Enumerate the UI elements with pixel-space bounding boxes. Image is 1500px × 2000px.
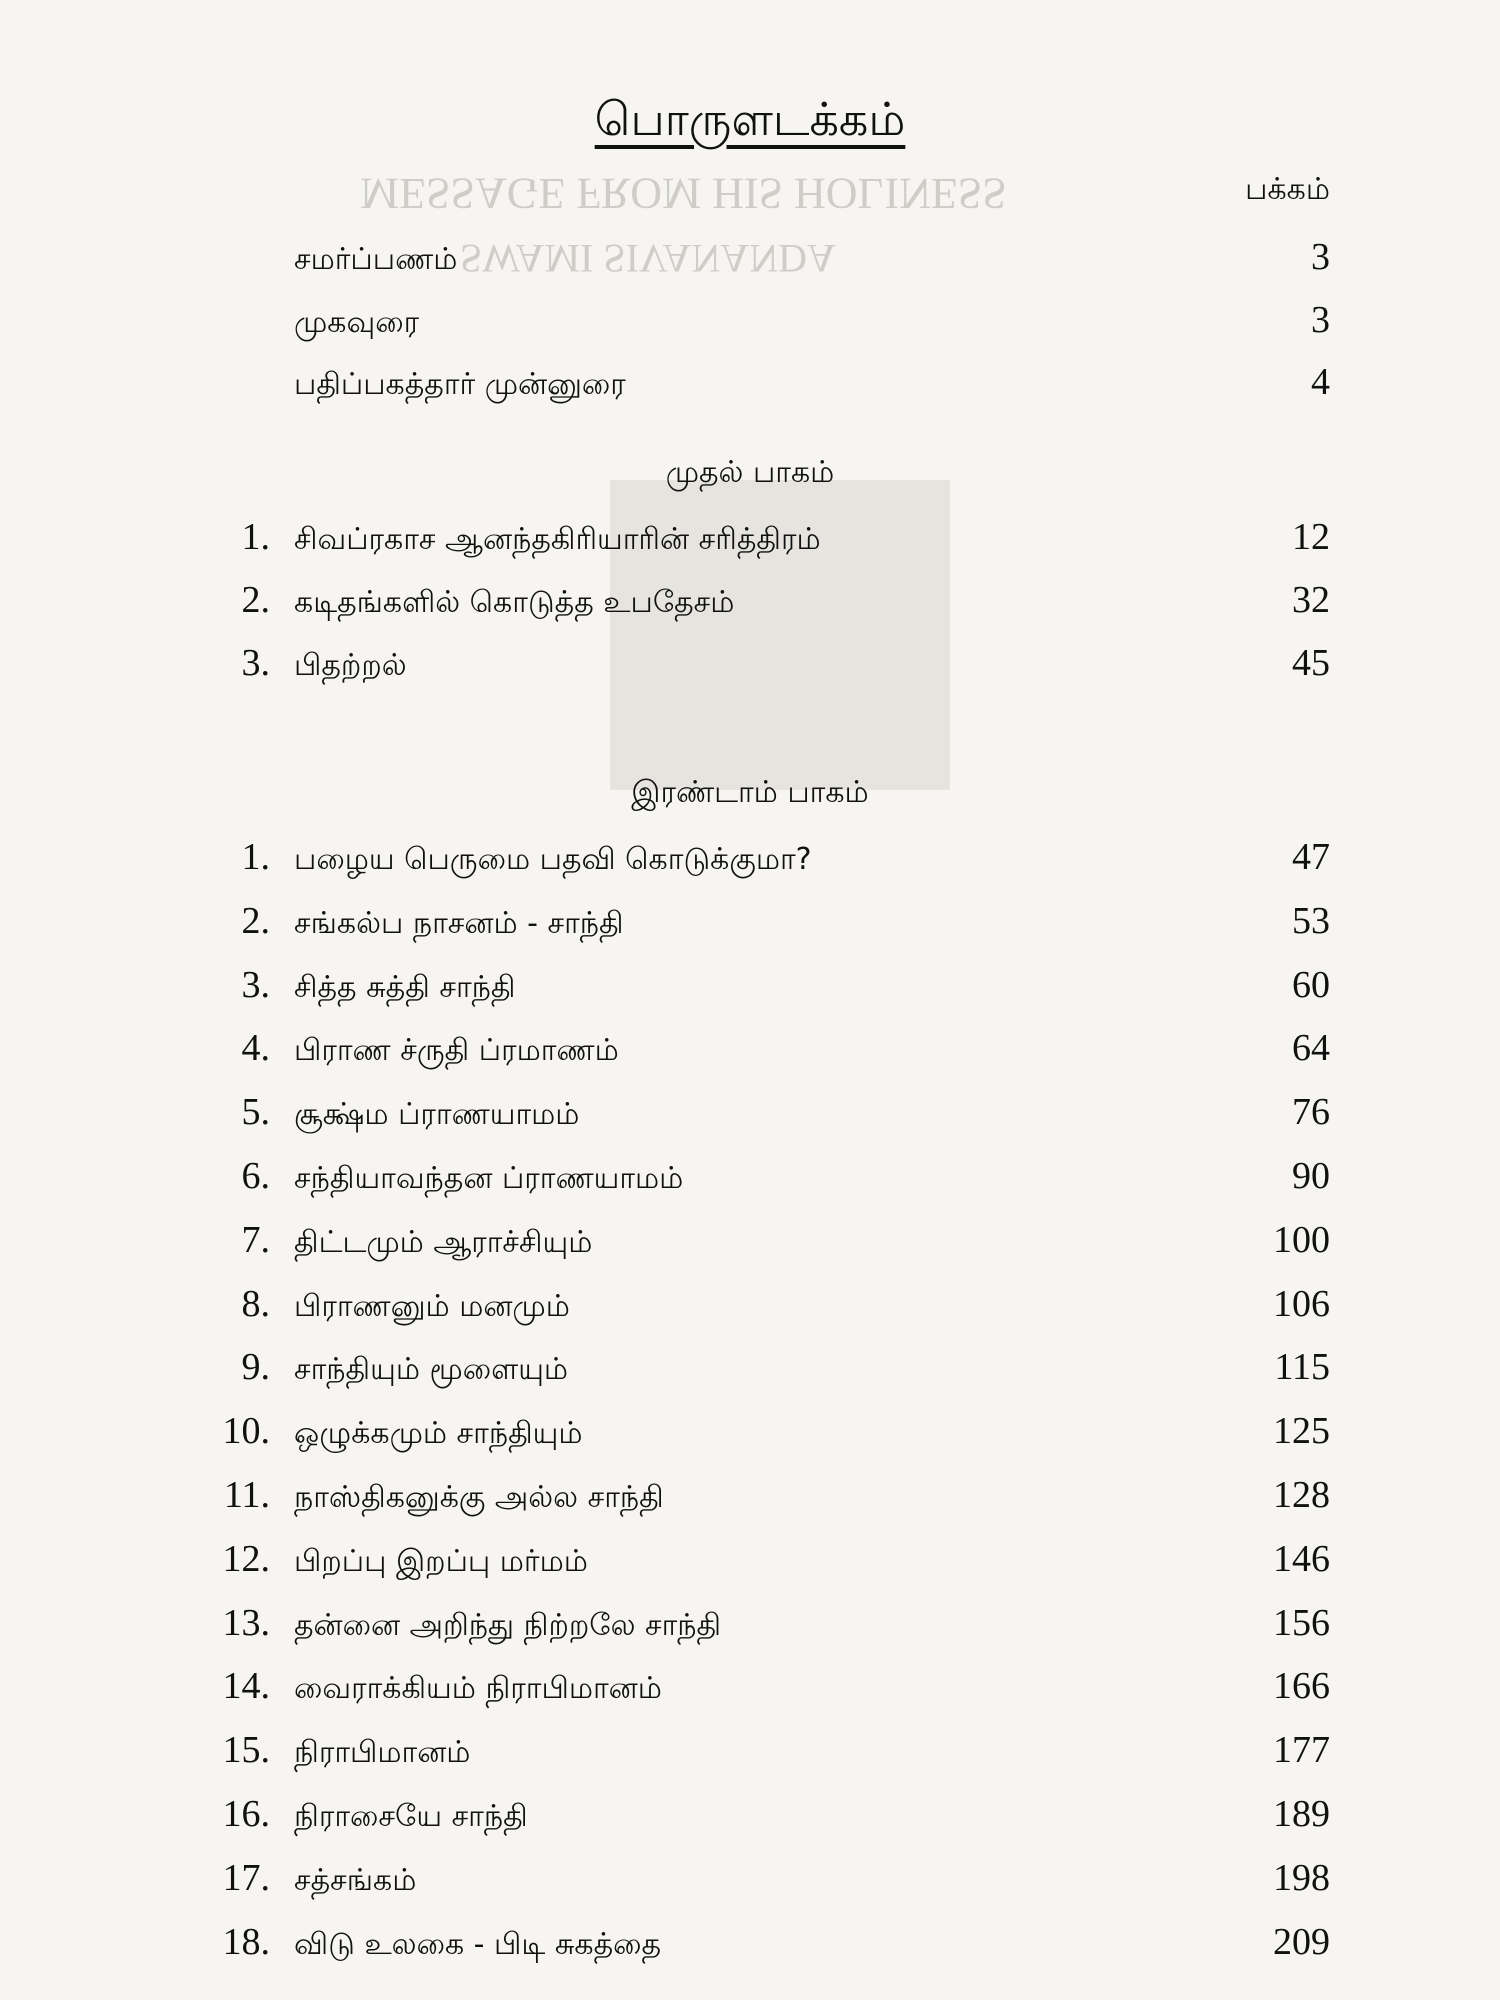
entry-page-number: 12 xyxy=(1292,516,1330,558)
entry-page-number: 3 xyxy=(1311,299,1330,341)
entry-number: 3. xyxy=(241,642,270,684)
entry-title: பழைய பெருமை பதவி கொடுக்குமா? xyxy=(294,842,812,877)
entry-number: 4. xyxy=(241,1027,270,1070)
page-title: பொருளடக்கம் xyxy=(594,92,906,146)
entry-number: 10. xyxy=(222,1410,270,1453)
entry-number: 13. xyxy=(222,1601,270,1644)
entry-number: 8. xyxy=(241,1282,270,1325)
entry-title: ஒழுக்கமும் சாந்தியும் xyxy=(294,1416,583,1452)
entry-page-number: 100 xyxy=(1273,1218,1330,1261)
entry-title: நிராசையே சாந்தி xyxy=(294,1799,528,1834)
entry-title: கடிதங்களில் கொடுத்த உபதேசம் xyxy=(294,585,735,620)
toc-entry xyxy=(200,963,1330,1013)
toc-entry xyxy=(200,235,1330,285)
bleed-through-text: SWAMI SIVANANDA xyxy=(460,236,836,281)
page-column-header: பக்கம் xyxy=(1245,172,1330,207)
entry-number: 14. xyxy=(222,1665,270,1708)
entry-page-number: 3 xyxy=(1311,236,1330,278)
entry-title: சங்கல்ப நாசனம் - சாந்தி xyxy=(294,905,624,941)
entry-title: தன்னை அறிந்து நிற்றலே சாந்தி xyxy=(294,1607,722,1643)
section-heading: இரண்டாம் பாகம் xyxy=(631,775,869,810)
entry-title: பிதற்றல் xyxy=(294,648,407,683)
entry-title: சிவப்ரகாச ஆனந்தகிரியாரின் சரித்திரம் xyxy=(294,522,821,557)
entry-number: 3. xyxy=(241,963,270,1006)
entry-title: நிராபிமானம் xyxy=(294,1735,471,1771)
toc-entry xyxy=(200,835,1330,885)
entry-page-number: 128 xyxy=(1273,1474,1330,1516)
entry-title: திட்டமும் ஆராச்சியும் xyxy=(294,1224,593,1260)
entry-number: 16. xyxy=(222,1793,270,1835)
entry-number: 18. xyxy=(222,1920,270,1963)
toc-entry xyxy=(200,1920,1330,1970)
entry-title: வைராக்கியம் நிராபிமானம் xyxy=(294,1671,662,1707)
entry-number: 9. xyxy=(241,1346,270,1389)
bleed-through-text: MESSAGE FROM HIS HOLINESS xyxy=(360,169,1007,218)
toc-entry xyxy=(200,1026,1330,1076)
toc-entry xyxy=(200,1856,1330,1906)
entry-title: பதிப்பகத்தார் முன்னுரை xyxy=(294,367,626,402)
toc-entry xyxy=(200,1792,1330,1842)
entry-title: சத்சங்கம் xyxy=(294,1862,417,1898)
entry-page-number: 90 xyxy=(1292,1155,1330,1197)
entry-page-number: 106 xyxy=(1273,1282,1330,1325)
entry-number: 2. xyxy=(241,579,270,621)
entry-page-number: 4 xyxy=(1311,361,1330,403)
toc-entry xyxy=(200,515,1330,565)
entry-title: சூக்ஷ்ம ப்ராணயாமம் xyxy=(294,1097,580,1133)
entry-page-number: 115 xyxy=(1274,1346,1330,1389)
entry-title: சமர்ப்பணம் xyxy=(294,242,458,277)
entry-number: 5. xyxy=(241,1091,270,1134)
entry-title: விடு உலகை - பிடி சுகத்தை xyxy=(294,1926,662,1962)
entry-page-number: 64 xyxy=(1292,1027,1330,1070)
toc-entry xyxy=(200,1090,1330,1140)
entry-number: 7. xyxy=(241,1218,270,1261)
entry-number: 15. xyxy=(222,1729,270,1772)
entry-page-number: 53 xyxy=(1292,899,1330,942)
toc-entry xyxy=(200,1345,1330,1395)
toc-entry xyxy=(200,1282,1330,1332)
entry-page-number: 198 xyxy=(1273,1856,1330,1899)
toc-entry xyxy=(200,641,1330,691)
entry-title: பிராணனும் மனமும் xyxy=(294,1288,570,1324)
entry-page-number: 156 xyxy=(1273,1601,1330,1644)
entry-page-number: 47 xyxy=(1292,836,1330,878)
entry-page-number: 209 xyxy=(1273,1920,1330,1963)
entry-page-number: 32 xyxy=(1292,579,1330,621)
entry-page-number: 146 xyxy=(1273,1537,1330,1580)
entry-title: பிறப்பு இறப்பு மர்மம் xyxy=(294,1543,588,1579)
entry-title: சித்த சுத்தி சாந்தி xyxy=(294,969,516,1005)
toc-entry xyxy=(200,1664,1330,1714)
toc-entry xyxy=(200,1473,1330,1523)
toc-entry xyxy=(200,1728,1330,1778)
entry-number: 2. xyxy=(241,899,270,942)
entry-title: சந்தியாவந்தன ப்ராணயாமம் xyxy=(294,1161,684,1196)
entry-title: பிராண ச்ருதி ப்ரமாணம் xyxy=(294,1033,619,1069)
entry-page-number: 76 xyxy=(1292,1091,1330,1134)
entry-page-number: 125 xyxy=(1273,1410,1330,1453)
toc-entry xyxy=(200,1154,1330,1204)
toc-entry xyxy=(200,1409,1330,1459)
toc-entry xyxy=(200,1601,1330,1651)
entry-number: 11. xyxy=(223,1474,270,1516)
section-heading: முதல் பாகம் xyxy=(665,455,835,490)
entry-page-number: 177 xyxy=(1273,1729,1330,1772)
toc-entry xyxy=(200,1537,1330,1587)
entry-title: நாஸ்திகனுக்கு அல்ல சாந்தி xyxy=(294,1480,664,1515)
toc-entry xyxy=(200,578,1330,628)
entry-page-number: 189 xyxy=(1273,1793,1330,1835)
entry-number: 1. xyxy=(241,836,270,878)
entry-number: 17. xyxy=(222,1856,270,1899)
entry-number: 12. xyxy=(222,1537,270,1580)
toc-entry xyxy=(200,899,1330,949)
toc-entry xyxy=(200,360,1330,410)
entry-number: 6. xyxy=(241,1155,270,1197)
entry-page-number: 60 xyxy=(1292,963,1330,1006)
entry-title: சாந்தியும் மூளையும் xyxy=(294,1352,569,1388)
toc-entry xyxy=(200,1218,1330,1268)
entry-page-number: 45 xyxy=(1292,642,1330,684)
entry-title: முகவுரை xyxy=(294,305,420,340)
entry-number: 1. xyxy=(241,516,270,558)
entry-page-number: 166 xyxy=(1273,1665,1330,1708)
toc-entry xyxy=(200,298,1330,348)
